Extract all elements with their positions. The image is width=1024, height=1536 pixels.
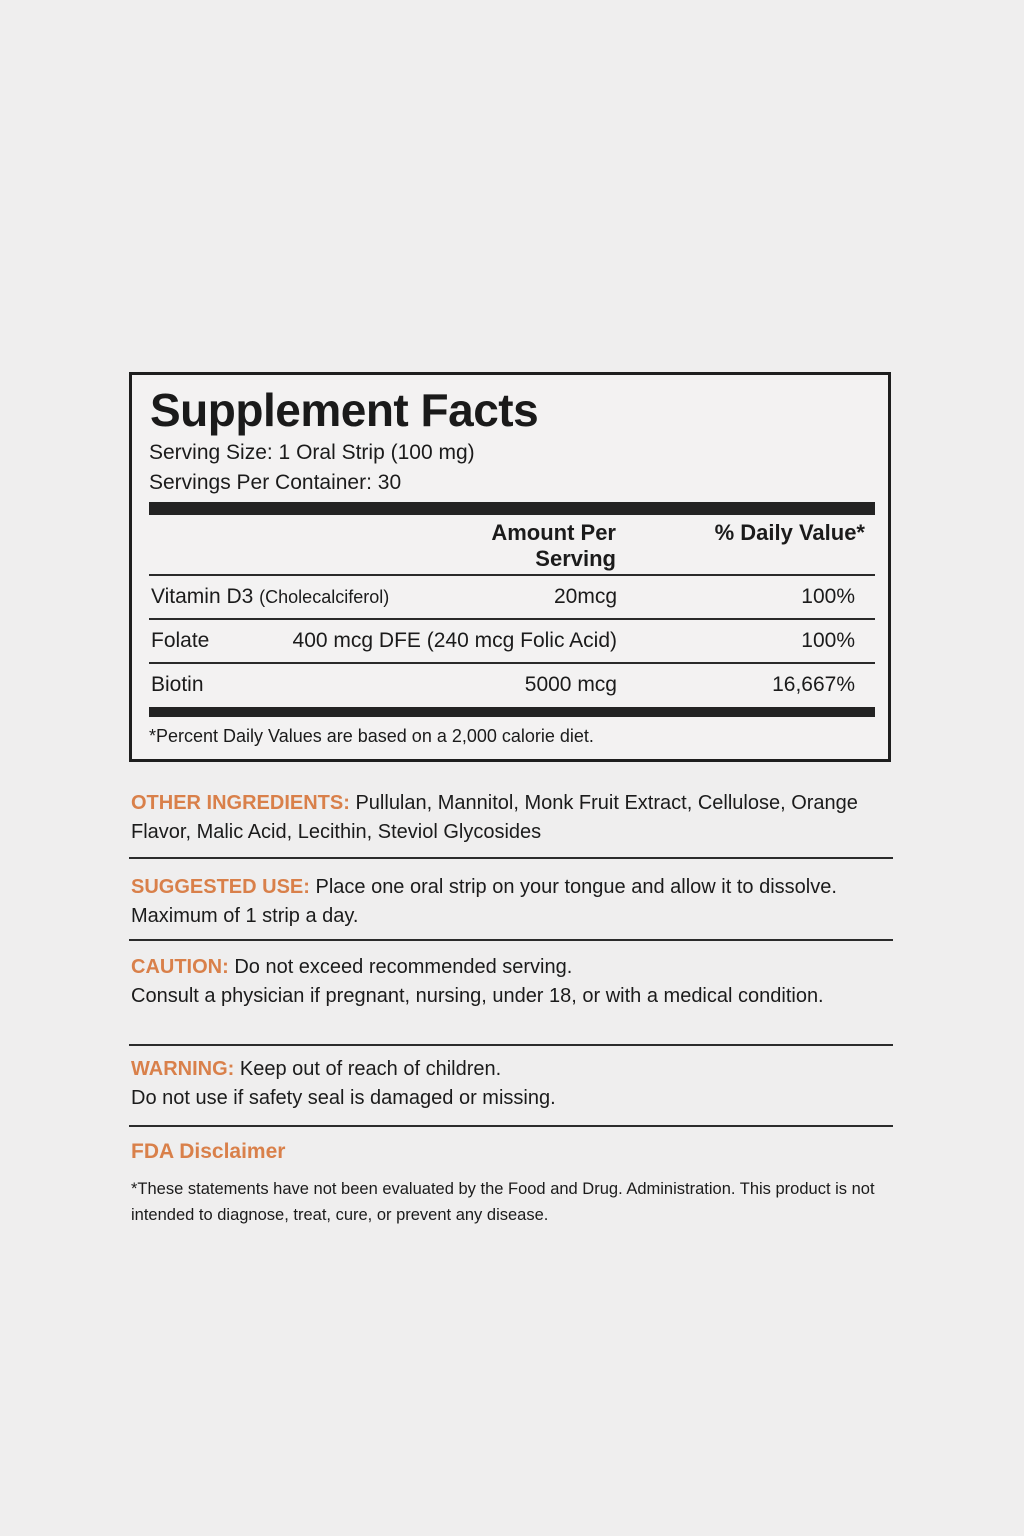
serving-size: Serving Size: 1 Oral Strip (100 mg) (149, 441, 475, 464)
section-divider (129, 857, 893, 859)
supplement-facts-panel (129, 372, 891, 762)
nutrient-amount: 400 mcg DFE (240 mcg Folic Acid) (292, 629, 617, 652)
section-divider (129, 939, 893, 941)
thick-divider-top (149, 502, 875, 515)
nutrient-amount: 5000 mcg (524, 673, 617, 696)
table-row (149, 577, 875, 617)
header-amount-line2: Serving (535, 546, 616, 571)
nutrient-daily-value: 16,667% (772, 673, 855, 696)
warning-section (131, 1055, 893, 1113)
nutrient-amount: 20mcg (553, 585, 617, 608)
other-ingredients-text: Pullulan, Mannitol, Monk Fruit Extract, Cellulose, Orange Flavor, Malic Acid, Lecithin, Steviol Glycosides (131, 792, 858, 843)
suggested-use-text: Place one oral strip on your tongue and allow it to dissolve. Maximum of 1 strip a day. (131, 876, 837, 927)
fda-disclaimer-title: FDA Disclaimer (131, 1140, 286, 1163)
row-divider (149, 618, 875, 620)
thick-divider-bottom (149, 707, 875, 717)
daily-value-footnote: *Percent Daily Values are based on a 2,000 calorie diet. (149, 726, 594, 746)
fda-disclaimer-text: *These statements have not been evaluated by the Food and Drug. Administration. This product is not intended to diagnose, treat, cure, or prevent any disease. (131, 1180, 875, 1224)
nutrient-name: Folate (151, 629, 210, 652)
suggested-use-section (131, 873, 893, 931)
row-divider (149, 662, 875, 664)
caution-label: CAUTION: (131, 956, 229, 978)
other-ingredients-label: OTHER INGREDIENTS: (131, 792, 350, 814)
header-amount-line1: Amount Per (491, 520, 616, 545)
nutrient-name-text: Vitamin D3 (151, 585, 254, 608)
caution-detail: Consult a physician if pregnant, nursing, under 18, or with a medical condition. (131, 985, 824, 1007)
servings-per-container: Servings Per Container: 30 (149, 471, 402, 494)
nutrient-daily-value: 100% (801, 629, 855, 652)
nutrient-detail: (Cholecalciferol) (259, 587, 390, 607)
caution-section (131, 953, 893, 1011)
nutrient-name (151, 585, 389, 609)
other-ingredients-section (131, 789, 893, 847)
nutrient-name: Biotin (151, 673, 204, 696)
section-divider (129, 1044, 893, 1046)
nutrient-daily-value: 100% (801, 585, 855, 608)
table-row (149, 621, 875, 661)
panel-title: Supplement Facts (150, 384, 539, 436)
caution-text: Do not exceed recommended serving. (228, 956, 573, 978)
suggested-use-label: SUGGESTED USE: (131, 876, 310, 898)
section-divider (129, 1125, 893, 1127)
warning-text: Keep out of reach of children. (234, 1058, 502, 1080)
header-amount-per-serving (442, 520, 616, 572)
table-row (149, 665, 875, 705)
row-divider (149, 574, 875, 576)
header-daily-value: % Daily Value* (714, 520, 865, 545)
warning-label: WARNING: (131, 1058, 235, 1080)
warning-detail: Do not use if safety seal is damaged or missing. (131, 1087, 556, 1109)
